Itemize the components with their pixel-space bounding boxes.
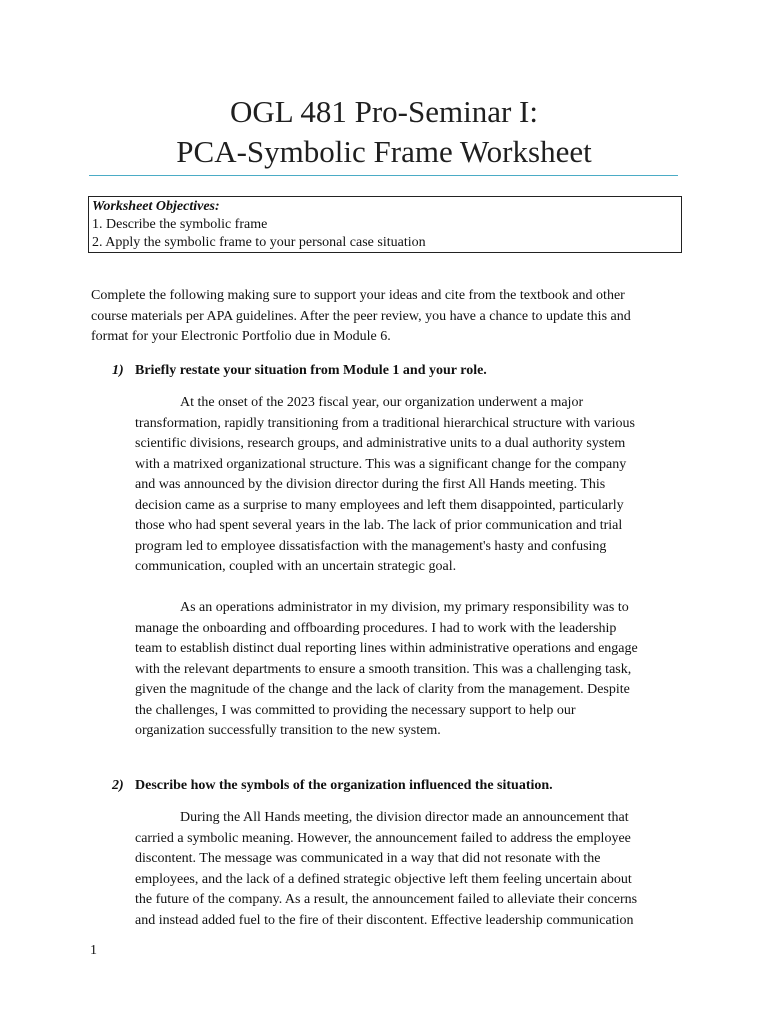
answer-line: manage the onboarding and offboarding procedures. I had to work with the leadership [135,620,617,636]
answer-line: employees, and the lack of a defined strategic objective left them feeling uncertain about [135,871,632,887]
question-number: 1) [112,363,124,378]
answer-2-paragraph-1 [135,808,695,931]
question-number: 2) [112,778,124,793]
answer-line: and was announced by the division director during the first All Hands meeting. This [135,477,606,492]
objective-item: 2. Apply the symbolic frame to your personal case situation [92,235,426,250]
answer-line: organization successfully transition to the new system. [135,723,441,738]
intro-line: course materials per APA guidelines. After the peer review, you have a chance to update this and [91,308,631,324]
answer-line: team to establish distinct dual reporting lines within administrative operations and engage [135,641,638,656]
page-title [0,92,768,172]
objectives-heading: Worksheet Objectives: [92,199,220,214]
answer-line: As an operations administrator in my division, my primary responsibility was to [180,600,629,615]
title-line-1: OGL 481 Pro-Seminar I: [230,94,538,129]
objectives-box [88,196,682,253]
intro-line: format for your Electronic Portfolio due in Module 6. [91,329,391,344]
answer-line: the challenges, I was committed to providing the necessary support to help our [135,702,576,718]
answer-1-paragraph-1 [135,393,695,578]
answer-line: those who had spent several years in the lab. The lack of prior communication and trial [135,518,623,533]
intro-line: Complete the following making sure to support your ideas and cite from the textbook and other [91,288,625,303]
answer-line: decision came as a surprise to many employees and left them disappointed, particularly [135,497,624,513]
answer-line: and instead added fuel to the fire of their discontent. Effective leadership communication [135,912,634,928]
answer-line: discontent. The message was communicated in a way that did not resonate with the [135,851,601,866]
page-number: 1 [90,943,97,958]
title-divider [89,175,678,176]
question-text: Describe how the symbols of the organization influenced the situation. [135,778,553,793]
answer-line: given the magnitude of the change and the lack of clarity from the management. Despite [135,682,630,697]
answer-line: program led to employee dissatisfaction with the management's hasty and confusing [135,538,607,554]
answer-line: with the relevant departments to ensure a smooth transition. This was a challenging task, [135,661,632,677]
answer-line: the future of the company. As a result, the announcement failed to alleviate their concerns [135,892,638,907]
answer-line: At the onset of the 2023 fiscal year, our organization underwent a major [180,395,584,410]
answer-line: transformation, rapidly transitioning from a traditional hierarchical structure with various [135,415,635,431]
answer-line: with a matrixed organizational structure. This was a significant change for the company [135,456,627,472]
title-line-2: PCA-Symbolic Frame Worksheet [176,134,592,169]
answer-line: carried a symbolic meaning. However, the announcement failed to address the employee [135,830,631,846]
intro-paragraph [91,286,691,348]
question-text: Briefly restate your situation from Module 1 and your role. [135,363,487,378]
answer-line: During the All Hands meeting, the division director made an announcement that [180,810,629,825]
answer-1-paragraph-2 [135,598,695,742]
objective-item: 1. Describe the symbolic frame [92,217,268,232]
answer-line: scientific divisions, research groups, and administrative units to a dual authority system [135,436,626,451]
answer-line: communication, coupled with an uncertain strategic goal. [135,559,457,574]
